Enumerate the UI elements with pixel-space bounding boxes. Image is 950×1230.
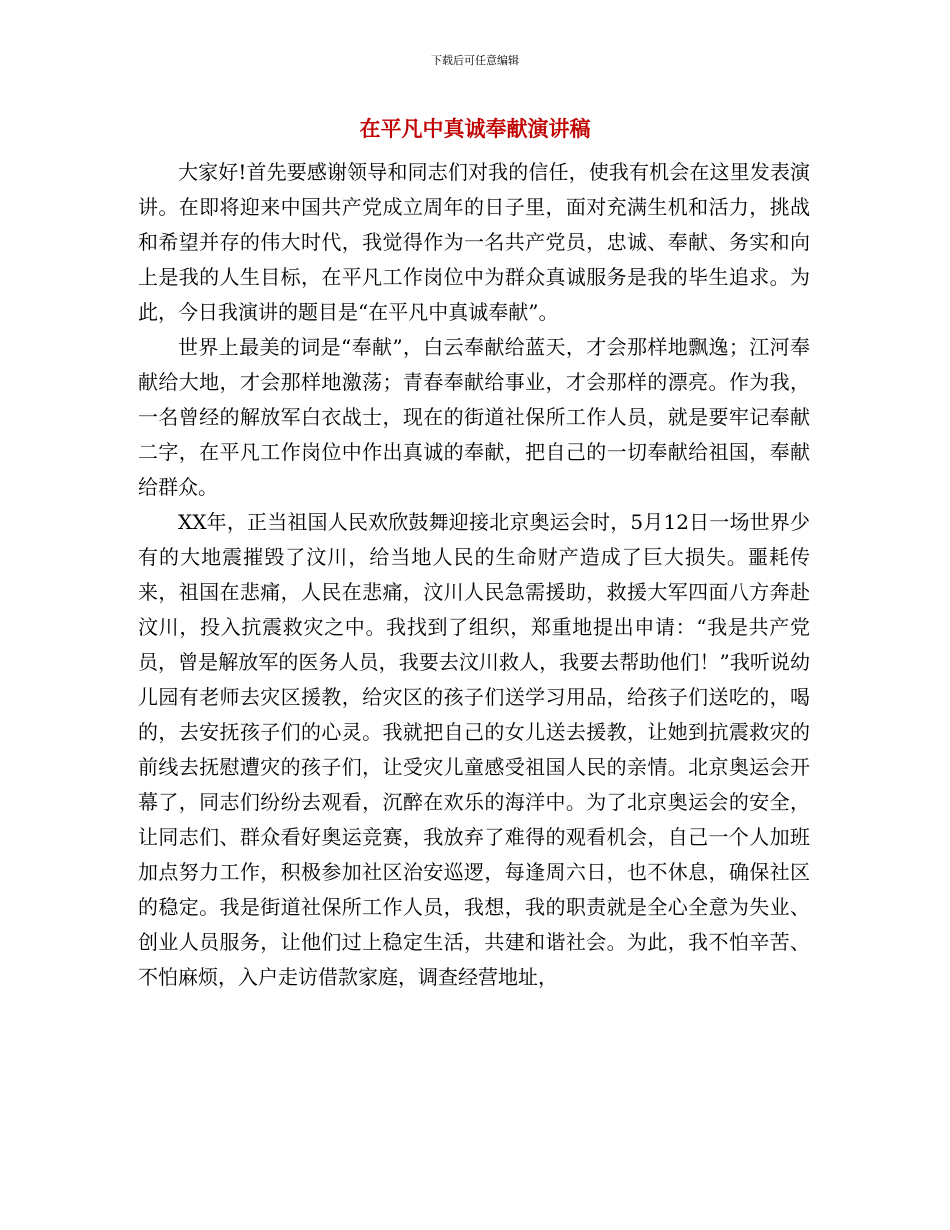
paragraph-3: XX年，正当祖国人民欢欣鼓舞迎接北京奥运会时，5月12日一场世界少有的大地震摧毁了汶川，给当地人民的生命财产造成了巨大损失。噩耗传来，祖国在悲痛，人民在悲痛，汶川人民急需援助，救援大军四面八方奔赴汶川，投入抗震救灾之中。我找到了组织，郑重地提出申请：“我是共产党员，曾是解放军的医务人员，我要去汶川救人，我要去帮助他们！”我听说幼儿园有老师去灾区援教，给灾区的孩子们送学习用品，给孩子们送吃的，喝的，去安抚孩子们的心灵。我就把自己的女儿送去援教，让她到抗震救灾的前线去抚慰遭灾的孩子们，让受灾儿童感受祖国人民的亲情。北京奥运会开幕了，同志们纷纷去观看，沉醉在欢乐的海洋中。为了北京奥运会的安全，让同志们、群众看好奥运竞赛，我放弃了难得的观看机会，自己一个人加班加点努力工作，积极参加社区治安巡逻，每逢周六日，也不休息，确保社区的稳定。我是街道社保所工作人员，我想，我的职责就是全心全意为失业、创业人员服务，让他们过上稳定生活，共建和谐社会。为此，我不怕辛苦、不怕麻烦，入户走访借款家庭，调查经营地址， bbox=[138, 510, 810, 989]
page-header-note: 下载后可任意编辑 bbox=[431, 54, 519, 67]
paragraph-1: 大家好!首先要感谢领导和同志们对我的信任，使我有机会在这里发表演讲。在即将迎来中国共产党成立周年的日子里，面对充满生机和活力，挑战和希望并存的伟大时代，我觉得作为一名共产党员，忠诚、奉献、务实和向上是我的人生目标，在平凡工作岗位中为群众真诚服务是我的毕生追求。为此，今日我演讲的题目是“在平凡中真诚奉献”。 bbox=[138, 160, 810, 324]
document-body bbox=[138, 155, 810, 995]
document-title: 在平凡中真诚奉献演讲稿 bbox=[359, 116, 591, 141]
paragraph-2: 世界上最美的词是“奉献”，白云奉献给蓝天，才会那样地飘逸；江河奉献给大地，才会那样地激荡；青春奉献给事业，才会那样的漂亮。作为我，一名曾经的解放军白衣战士，现在的街道社保所工作人员，就是要牢记奉献二字，在平凡工作岗位中作出真诚的奉献，把自己的一切奉献给祖国，奉献给群众。 bbox=[138, 335, 810, 499]
